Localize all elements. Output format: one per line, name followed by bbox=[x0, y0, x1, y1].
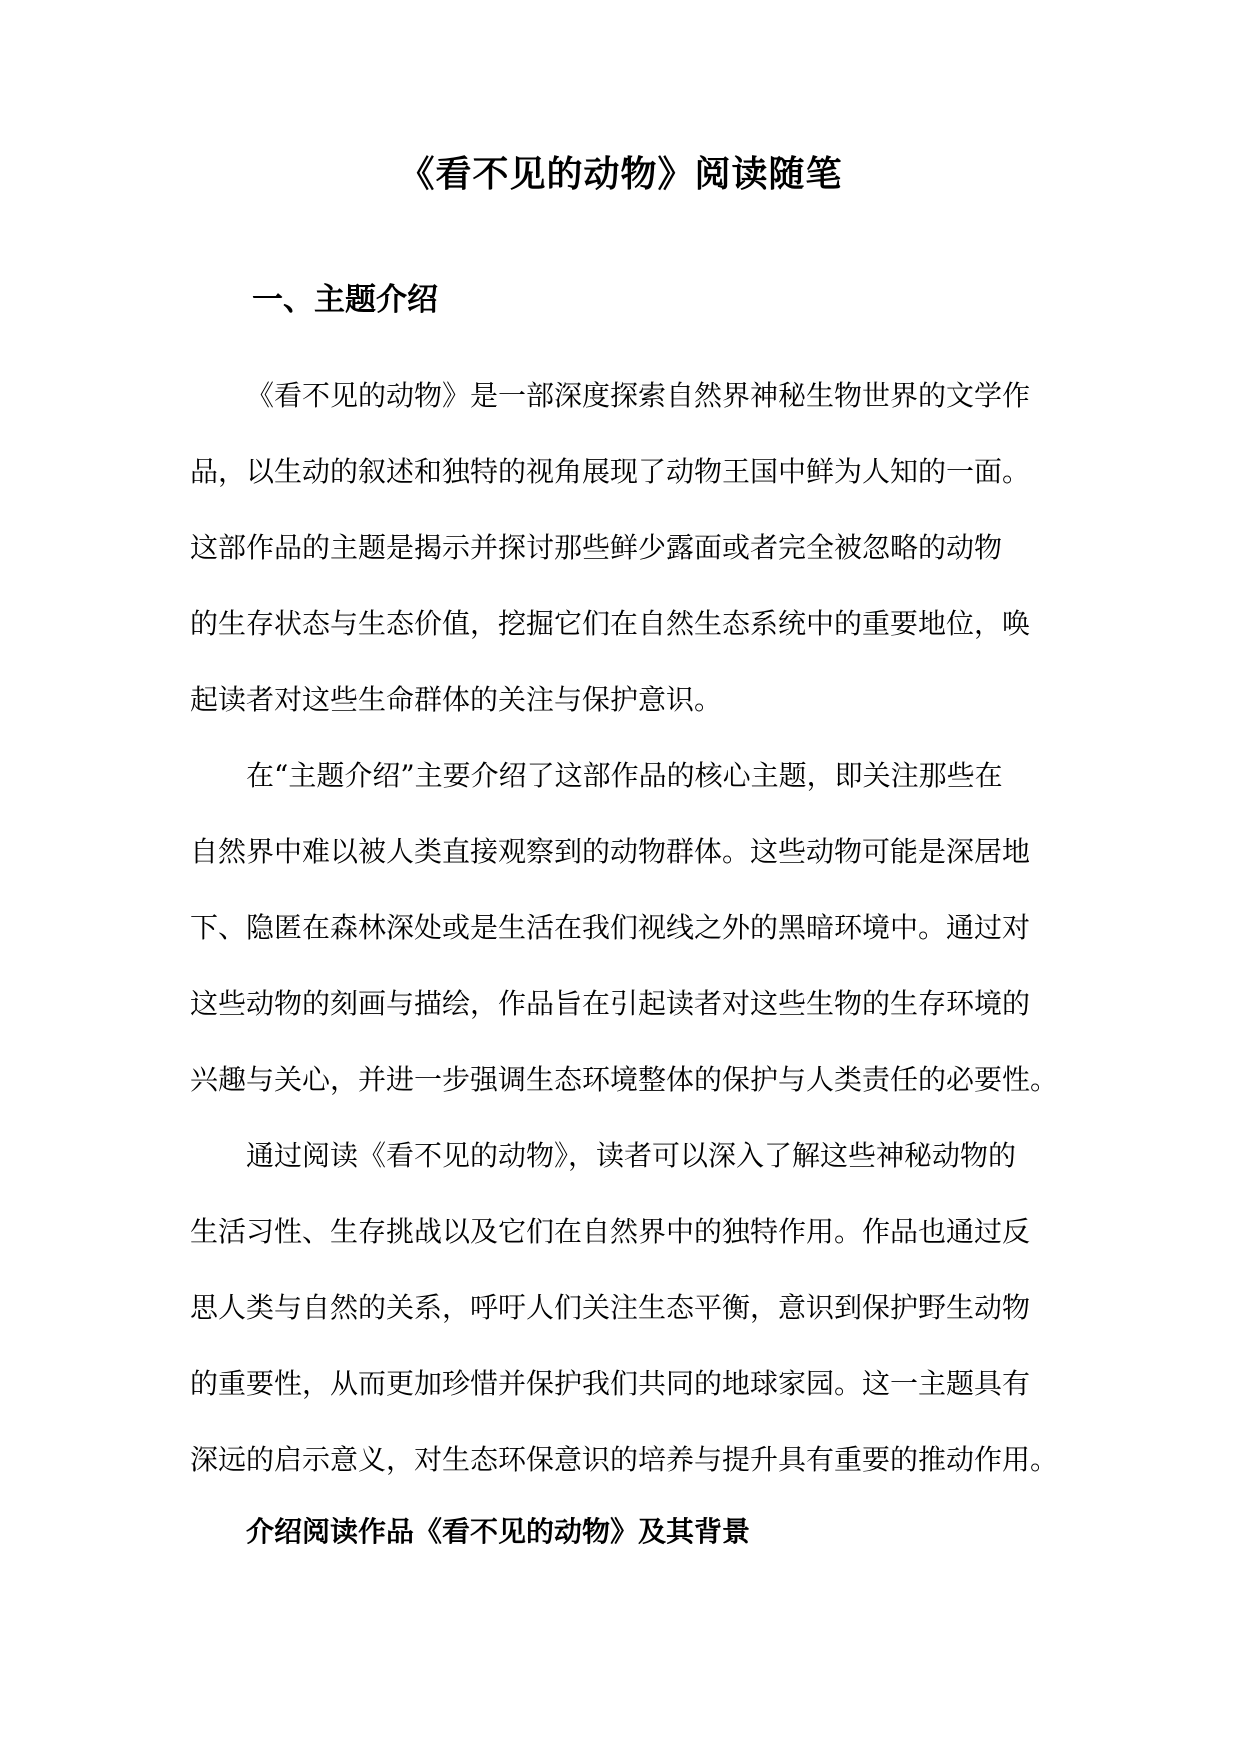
paragraph-2 bbox=[190, 738, 1066, 1118]
paragraph-line: 思人类与自然的关系，呼吁人们关注生态平衡，意识到保护野生动物 bbox=[190, 1291, 1031, 1324]
paragraph-3 bbox=[190, 1118, 1066, 1498]
paragraph-line: 这部作品的主题是揭示并探讨那些鲜少露面或者完全被忽略的动物 bbox=[190, 531, 1003, 564]
paragraph-line: 自然界中难以被人类直接观察到的动物群体。这些动物可能是深居地 bbox=[190, 835, 1031, 868]
paragraph-line: 的重要性，从而更加珍惜并保护我们共同的地球家园。这一主题具有 bbox=[190, 1367, 1031, 1400]
paragraph-line: 起读者对这些生命群体的关注与保护意识。 bbox=[190, 683, 723, 716]
paragraph-line: 在“主题介绍”主要介绍了这部作品的核心主题，即关注那些在 bbox=[246, 759, 1003, 792]
document-title: 《看不见的动物》阅读随笔 bbox=[398, 153, 843, 195]
paragraph-line: 下、隐匿在森林深处或是生活在我们视线之外的黑暗环境中。通过对 bbox=[190, 911, 1031, 944]
section-heading-theme: 一、主题介绍 bbox=[252, 282, 438, 318]
paragraph-1 bbox=[190, 358, 1066, 738]
subheading-background: 介绍阅读作品《看不见的动物》及其背景 bbox=[246, 1515, 751, 1548]
paragraph-line: 深远的启示意义，对生态环保意识的培养与提升具有重要的推动作用。 bbox=[190, 1443, 1059, 1476]
paragraph-line: 兴趣与关心，并进一步强调生态环境整体的保护与人类责任的必要性。 bbox=[190, 1063, 1059, 1096]
paragraph-line: 《看不见的动物》是一部深度探索自然界神秘生物世界的文学作 bbox=[246, 379, 1031, 412]
paragraph-line: 的生存状态与生态价值，挖掘它们在自然生态系统中的重要地位，唤 bbox=[190, 607, 1031, 640]
paragraph-line: 生活习性、生存挑战以及它们在自然界中的独特作用。作品也通过反 bbox=[190, 1215, 1031, 1248]
paragraph-line: 品，以生动的叙述和独特的视角展现了动物王国中鲜为人知的一面。 bbox=[190, 455, 1031, 488]
paragraph-line: 这些动物的刻画与描绘，作品旨在引起读者对这些生物的生存环境的 bbox=[190, 987, 1031, 1020]
paragraph-line: 通过阅读《看不见的动物》，读者可以深入了解这些神秘动物的 bbox=[246, 1139, 1017, 1172]
